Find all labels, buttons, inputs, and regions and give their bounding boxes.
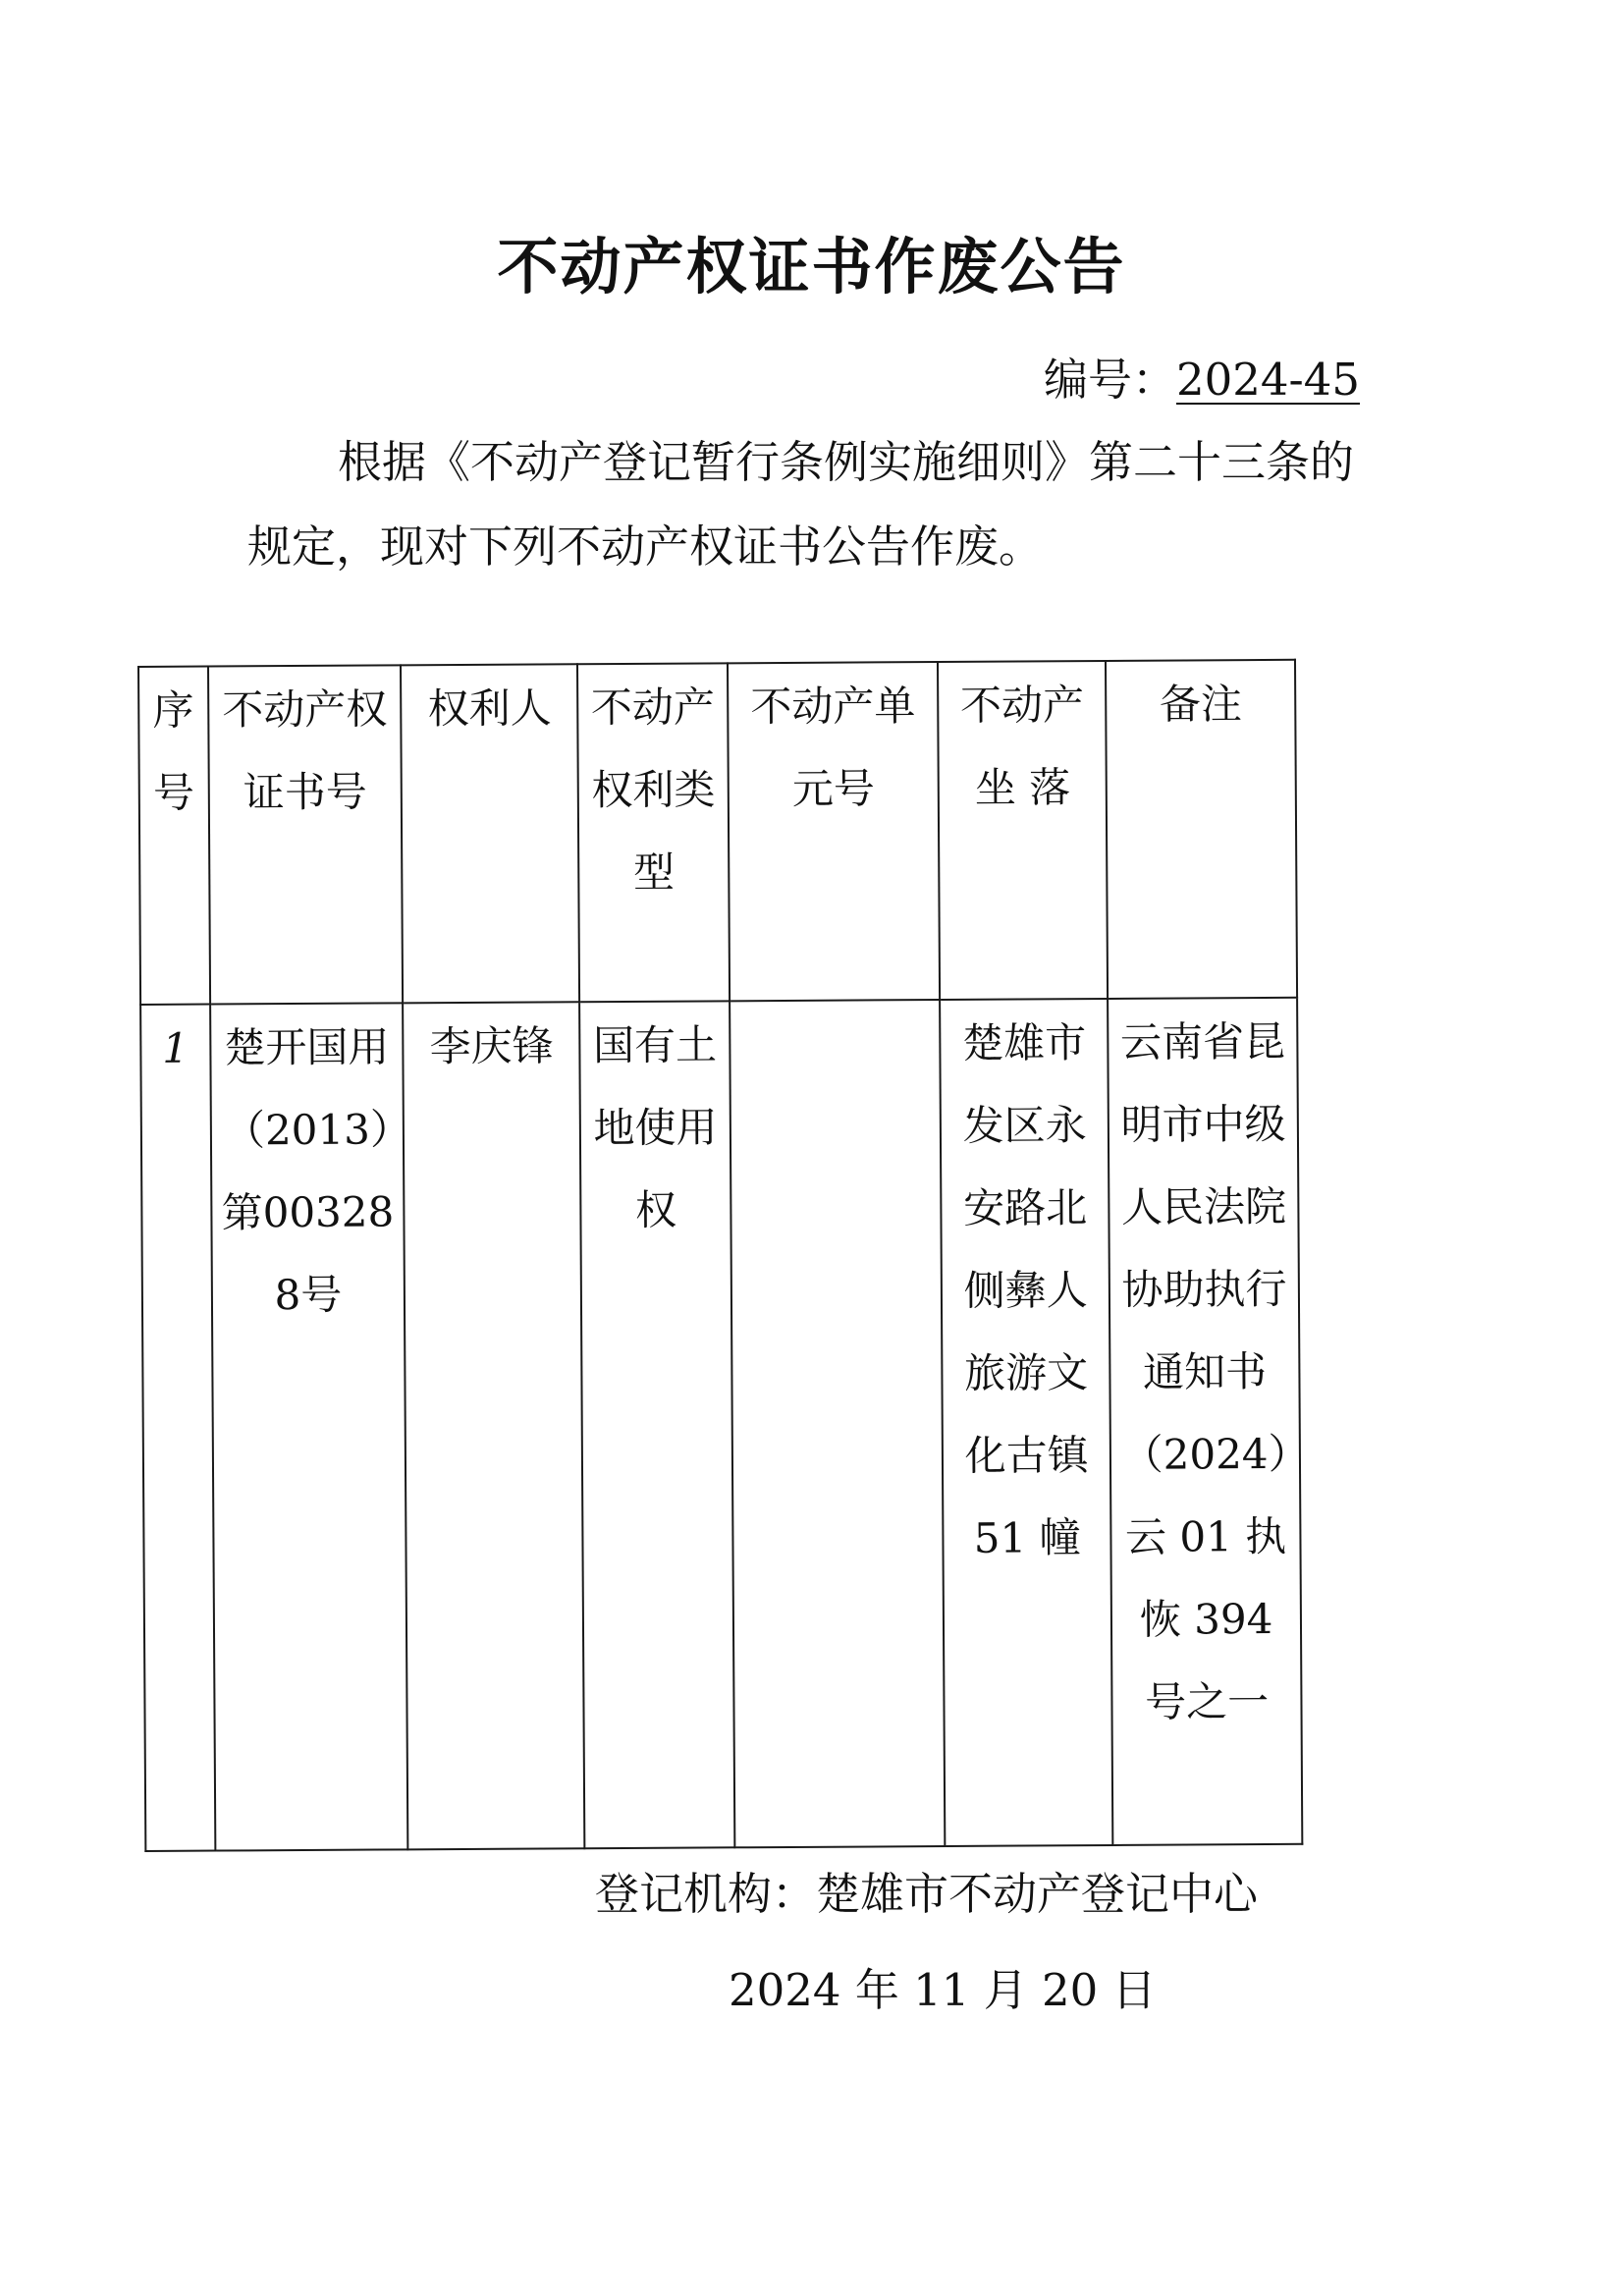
header-location: 不动产坐 落	[938, 661, 1108, 1000]
cell-seq: 1	[140, 1005, 215, 1851]
cell-location: 楚雄市发区永安路北侧彝人旅游文化古镇 51 幢	[940, 999, 1112, 1846]
header-right-type: 不动产权利类型	[577, 663, 730, 1002]
notice-number-value: 2024-45	[1176, 354, 1360, 406]
intro-paragraph: 根据《不动产登记暂行条例实施细则》第二十三条的规定，现对下列不动产权证书公告作废。	[247, 436, 1355, 573]
header-note: 备注	[1106, 660, 1297, 999]
cell-right-type: 国有土地使用权	[579, 1001, 734, 1848]
page-title: 不动产权证书作废公告	[497, 231, 1126, 302]
notice-number	[1044, 344, 1360, 408]
header-seq: 序号	[138, 667, 210, 1005]
registration-organization: 登记机构：楚雄市不动产登记中心	[595, 1868, 1259, 1920]
void-certificate-table	[137, 659, 1303, 1852]
cell-note: 云南省昆明市中级人民法院协助执行通知书（2024）云 01 执恢 394 号之一	[1108, 998, 1302, 1845]
cell-cert-number: 楚开国用（2013）第003288号	[210, 1003, 408, 1850]
cell-holder: 李庆锋	[404, 1002, 585, 1849]
table-row	[140, 998, 1302, 1851]
header-cert-number: 不动产权证书号	[208, 665, 404, 1004]
notice-number-label: 编号：	[1043, 354, 1176, 406]
cell-unit-number	[730, 1000, 945, 1847]
header-holder: 权利人	[401, 664, 579, 1003]
table-header-row	[138, 660, 1297, 1005]
notice-date: 2024 年 11 月 20 日	[729, 1964, 1157, 2016]
header-unit-number: 不动产单元号	[728, 662, 940, 1001]
